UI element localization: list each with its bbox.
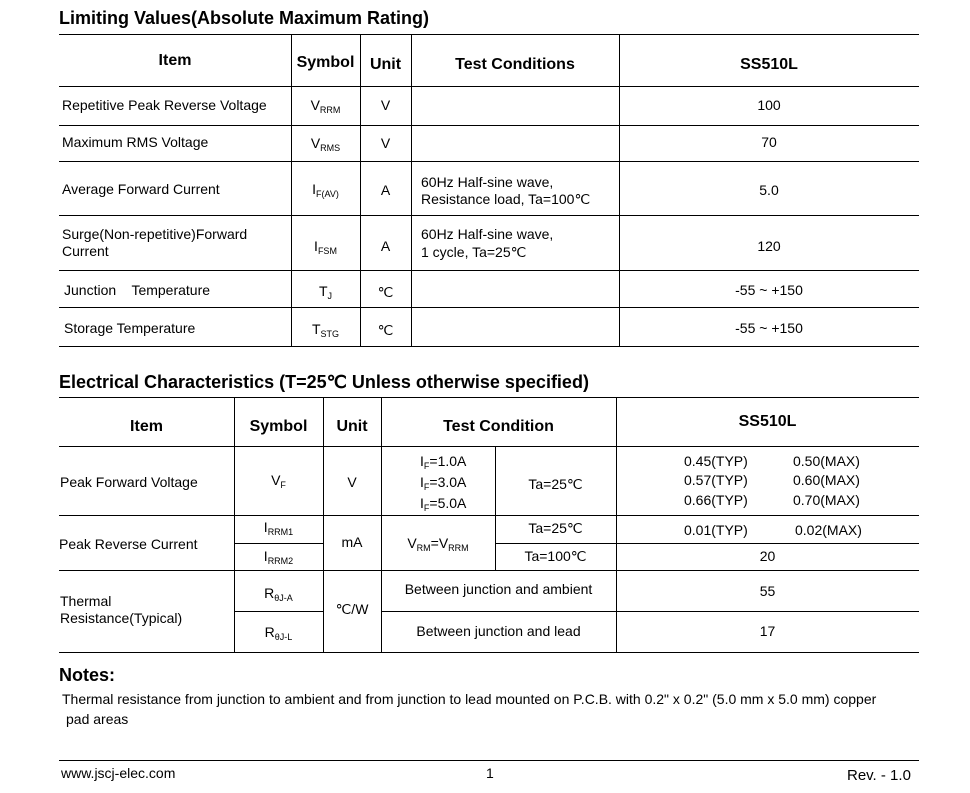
prc-ta-2: Ta=100℃ — [524, 548, 587, 564]
header-item: Item — [158, 52, 192, 69]
header-symbol: Symbol — [296, 54, 355, 71]
header-part: SS510L — [740, 56, 798, 73]
prc-symbol-1: $I_{RRM1}$ — [263, 519, 294, 537]
footer-rule — [59, 760, 919, 761]
pfv-symbol: $V_F$ — [271, 472, 286, 490]
row-test-line1: 60Hz Half-sine wave, — [421, 226, 554, 242]
row-symbol: $I_{FSM}$ — [314, 238, 337, 256]
notes-text: Thermal resistance from junction to ambient and from junction to lead mounted on P.C.B. with 0.2" x 0.2" (5.0 mm x 5.0 mm) copper — [62, 691, 877, 707]
row-value: 5.0 — [759, 182, 779, 198]
row-value: -55 ~ +150 — [735, 282, 803, 298]
notes-text-line2: pad areas — [66, 711, 129, 727]
pfv-cond: $I_F=3.0A$ — [420, 474, 467, 492]
pfv-typ: 0.45(TYP) — [684, 453, 748, 469]
prc-symbol-2: $I_{RRM2}$ — [263, 548, 294, 566]
row-unit: V — [380, 97, 391, 113]
thermal-symbol-1: $R_{\theta J-A}$ — [264, 585, 293, 603]
thermal-unit: ℃/W — [335, 601, 369, 617]
row-unit: ℃ — [377, 322, 394, 338]
thermal-value-1: 55 — [759, 583, 776, 599]
row-item: Average Forward Current — [62, 181, 220, 197]
header-unit: Unit — [369, 56, 402, 73]
pfv-max: 0.60(MAX) — [793, 472, 860, 488]
row-item: Storage Temperature — [64, 320, 196, 336]
row-test-line2: 1 cycle, Ta=25℃ — [421, 244, 527, 260]
header-item: Item — [130, 418, 163, 435]
row-unit: V — [380, 135, 391, 151]
pfv-cond: $I_F=5.0A$ — [420, 495, 467, 513]
prc-unit: mA — [341, 534, 363, 550]
header-test-condition: Test Condition — [443, 418, 554, 435]
thermal-value-2: 17 — [759, 623, 776, 639]
pfv-unit: V — [347, 474, 357, 490]
row-item: Surge(Non-repetitive)Forward — [62, 226, 248, 242]
pfv-max: 0.50(MAX) — [793, 453, 860, 469]
electrical-title: Electrical Characteristics (T=25℃ Unless otherwise specified) — [59, 372, 589, 392]
row-item: Maximum RMS Voltage — [62, 134, 209, 150]
row-symbol: $V_{RRM}$ — [310, 97, 341, 115]
row-value: 120 — [757, 238, 781, 254]
thermal-cond-1: Between junction and ambient — [404, 581, 593, 597]
header-symbol: Symbol — [249, 418, 308, 435]
row-symbol: $T_{STG}$ — [311, 321, 340, 339]
footer-revision: Rev. - 1.0 — [847, 767, 911, 784]
prc-max: 0.02(MAX) — [795, 522, 862, 538]
row-symbol: $I_{F(AV)}$ — [312, 181, 339, 199]
row-item: Junction Temperature — [64, 282, 211, 298]
footer-website: www.jscj-elec.com — [61, 765, 176, 781]
row-test-line1: 60Hz Half-sine wave, — [421, 174, 554, 190]
pfv-typ: 0.66(TYP) — [684, 492, 748, 508]
row-symbol: $T_J$ — [318, 283, 333, 301]
row-value: -55 ~ +150 — [735, 320, 803, 336]
row-unit: A — [380, 182, 391, 198]
row-value: 100 — [757, 97, 781, 113]
header-test-conditions: Test Conditions — [455, 56, 575, 73]
prc-ta-1: Ta=25℃ — [528, 520, 583, 536]
prc-cond: $V_{RM}=V_{RRM}$ — [407, 535, 469, 553]
pfv-typ: 0.57(TYP) — [684, 472, 748, 488]
prc-value-2: 20 — [759, 548, 776, 564]
row-symbol: $V_{RMS}$ — [310, 135, 341, 153]
limiting-title: Limiting Values(Absolute Maximum Rating) — [59, 8, 430, 28]
row-item-line2: Current — [62, 243, 109, 259]
notes-title: Notes: — [59, 665, 116, 685]
pfv-cond: $I_F=1.0A$ — [420, 453, 467, 471]
thermal-item: Thermal — [60, 593, 112, 609]
row-test-line2: Resistance load, Ta=100℃ — [421, 191, 591, 207]
thermal-item-line2: Resistance(Typical) — [60, 610, 183, 626]
header-part: SS510L — [738, 413, 797, 430]
footer-page-number: 1 — [486, 765, 494, 781]
pfv-ta: Ta=25℃ — [528, 476, 583, 492]
header-unit: Unit — [336, 418, 368, 435]
thermal-cond-2: Between junction and lead — [416, 623, 581, 639]
prc-item: Peak Reverse Current — [59, 536, 198, 552]
row-unit: A — [380, 238, 391, 254]
prc-typ: 0.01(TYP) — [684, 522, 748, 538]
pfv-max: 0.70(MAX) — [793, 492, 860, 508]
row-value: 70 — [761, 134, 777, 150]
thermal-symbol-2: $R_{\theta J-L}$ — [264, 624, 293, 642]
row-item: Repetitive Peak Reverse Voltage — [62, 97, 267, 113]
pfv-item: Peak Forward Voltage — [60, 474, 198, 490]
row-unit: ℃ — [377, 284, 394, 300]
